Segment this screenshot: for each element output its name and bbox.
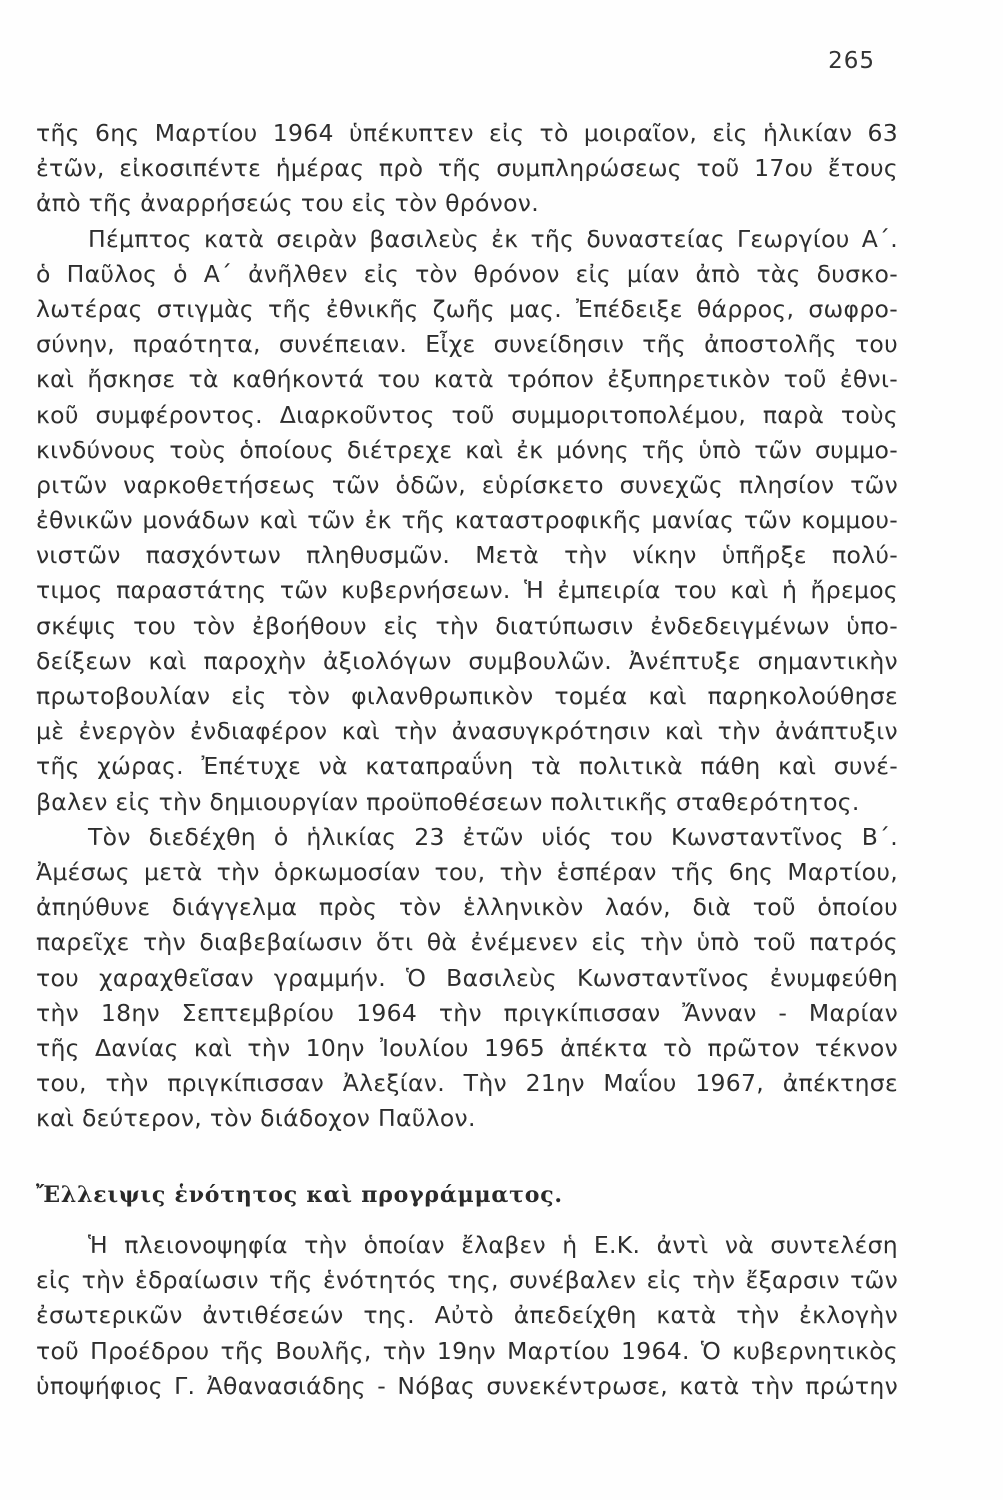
text-line: τῆς 6ης Μαρτίου 1964 ὑπέκυπτεν εἰς τὸ μοιραῖον, εἰς ἡλικίαν 63 <box>36 119 898 147</box>
section-heading: Ἔλλειψις ἑνότητος καὶ προγράμματος. <box>36 1182 563 1208</box>
text-line: του χαραχθεῖσαν γραμμήν. Ὁ Βασιλεὺς Κωνσταντῖνος ἐνυμφεύθη <box>36 963 898 992</box>
text-line: τιμος παραστάτης τῶν κυβερνήσεων. Ἡ ἐμπειρία του καὶ ἡ ἤρεμος <box>36 576 898 605</box>
text-line: λωτέρας στιγμὰς τῆς ἐθνικῆς ζωῆς μας. Ἐπέδειξε θάρρος, σωφρο- <box>36 294 898 323</box>
text-line: Τὸν διεδέχθη ὁ ἡλικίας 23 ἐτῶν υἱός του Κωνσταντῖνος Β΄. <box>88 822 898 851</box>
text-line: τῆς Δανίας καὶ τὴν 10ην Ἰουλίου 1965 ἀπέκτα τὸ πρῶτον τέκνον <box>36 1033 898 1062</box>
text-line: τοῦ Προέδρου τῆς Βουλῆς, τὴν 19ην Μαρτίου 1964. Ὁ κυβερνητικὸς <box>36 1336 898 1365</box>
text-line: κοῦ συμφέροντος. Διαρκοῦντος τοῦ συμμοριτοπολέμου, παρὰ τοὺς <box>36 400 898 429</box>
text-line: νιστῶν πασχόντων πληθυσμῶν. Μετὰ τὴν νίκην ὑπῆρξε πολύ- <box>36 541 898 570</box>
text-line: του, τὴν πριγκίπισσαν Ἀλεξίαν. Τὴν 21ην Μαΐου 1967, ἀπέκτησε <box>36 1069 898 1098</box>
text-line: Πέμπτος κατὰ σειρὰν βασιλεὺς ἐκ τῆς δυναστείας Γεωργίου Α΄. <box>88 224 898 253</box>
text-line: βαλεν εἰς τὴν δημιουργίαν προϋποθέσεων πολιτικῆς σταθερότητος. <box>36 787 860 816</box>
page-number: 265 <box>828 48 875 74</box>
text-line: δείξεων καὶ παροχὴν ἀξιολόγων συμβουλῶν. Ἀνέπτυξε σημαντικὴν <box>36 646 898 675</box>
text-line: σκέψις του τὸν ἐβοήθουν εἰς τὴν διατύπωσιν ἐνδεδειγμένων ὑπο- <box>36 611 898 640</box>
text-line: τῆς χώρας. Ἐπέτυχε νὰ καταπραΰνη τὰ πολιτικὰ πάθη καὶ συνέ- <box>36 752 898 781</box>
second-text-block <box>36 1228 898 1404</box>
text-line: τὴν 18ην Σεπτεμβρίου 1964 τὴν πριγκίπισσαν Ἄνναν - Μαρίαν <box>36 998 898 1027</box>
text-line: ὑποψήφιος Γ. Ἀθανασιάδης - Νόβας συνεκέντρωσε, κατὰ τὴν πρώτην <box>36 1371 898 1400</box>
text-line: πρωτοβουλίαν εἰς τὸν φιλανθρωπικὸν τομέα καὶ παρηκολούθησε <box>36 682 898 710</box>
text-line: ὁ Παῦλος ὁ Α΄ ἀνῆλθεν εἰς τὸν θρόνον εἰς μίαν ἀπὸ τὰς δυσκο- <box>36 259 898 288</box>
text-line: Ἡ πλειονοψηφία τὴν ὁποίαν ἔλαβεν ἡ Ε.Κ. ἀντὶ νὰ συντελέση <box>88 1231 898 1259</box>
text-line: παρεῖχε τὴν διαβεβαίωσιν ὅτι θὰ ἐνέμενεν εἰς τὴν ὑπὸ τοῦ πατρός <box>36 928 898 957</box>
text-line: ἐτῶν, εἰκοσιπέντε ἡμέρας πρὸ τῆς συμπληρώσεως τοῦ 17ου ἔτους <box>36 154 898 183</box>
text-line: σύνην, πραότητα, συνέπειαν. Εἶχε συνείδησιν τῆς ἀποστολῆς του <box>36 330 898 359</box>
text-line: ἀπηύθυνε διάγγελμα πρὸς τὸν ἑλληνικὸν λαόν, διὰ τοῦ ὁποίου <box>36 893 898 922</box>
text-line: ριτῶν ναρκοθετήσεως τῶν ὁδῶν, εὑρίσκετο συνεχῶς πλησίον τῶν <box>36 470 898 499</box>
text-line: ἐσωτερικῶν ἀντιθέσεών της. Αὐτὸ ἀπεδείχθη κατὰ τὴν ἐκλογὴν <box>36 1301 898 1330</box>
text-line: μὲ ἐνεργὸν ἐνδιαφέρον καὶ τὴν ἀνασυγκρότησιν καὶ τὴν ἀνάπτυξιν <box>36 717 898 746</box>
main-text-block <box>36 116 898 1136</box>
text-line: κινδύνους τοὺς ὁποίους διέτρεχε καὶ ἐκ μόνης τῆς ὑπὸ τῶν συμμο- <box>36 435 898 464</box>
text-line: ἀπὸ τῆς ἀναρρήσεώς του εἰς τὸν θρόνον. <box>36 189 539 218</box>
text-line: καὶ ἤσκησε τὰ καθήκοντά του κατὰ τρόπον ἐξυπηρετικὸν τοῦ ἐθνι- <box>36 365 898 394</box>
section-heading-block <box>36 1182 563 1208</box>
text-line: καὶ δεύτερον, τὸν διάδοχον Παῦλον. <box>36 1104 476 1133</box>
text-line: Ἀμέσως μετὰ τὴν ὁρκωμοσίαν του, τὴν ἑσπέραν τῆς 6ης Μαρτίου, <box>36 857 898 886</box>
text-line: ἐθνικῶν μονάδων καὶ τῶν ἐκ τῆς καταστροφικῆς μανίας τῶν κομμου- <box>36 506 898 535</box>
text-line: εἰς τὴν ἑδραίωσιν τῆς ἑνότητός της, συνέβαλεν εἰς τὴν ἔξαρσιν τῶν <box>36 1266 898 1295</box>
